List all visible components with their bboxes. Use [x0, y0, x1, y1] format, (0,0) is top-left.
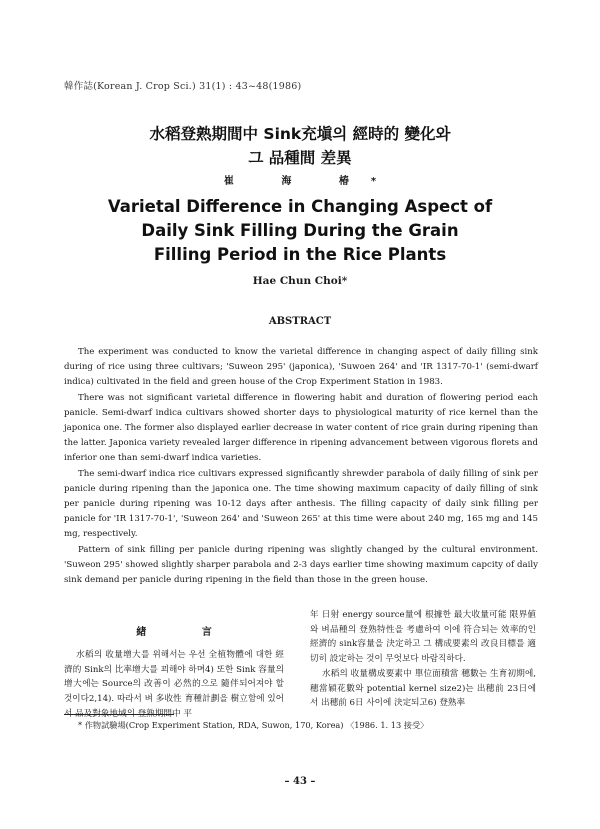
footnote: * 作物試驗場(Crop Experiment Station, RDA, Suwon, 170, Korea) 〈1986. 1. 13 接受〉: [78, 720, 429, 730]
intro-paragraph: 水稻의 收量構成要素中 單位面積當 穗數는 生育初期에, 穗當穎花數와 potential kernel size2)는 出穗前 23日에서 出穗前 6日 사이에 決定되고6) 登熟率: [310, 668, 536, 709]
intro-right-column: [310, 608, 536, 711]
intro-paragraph: 水稻의 收量增大를 위해서는 우선 全植物體에 대한 經濟的 Sink의 比率增大를 꾀해야 하며4) 또한 Sink 容量의 增大에는 Source의 改善이 必然的으로 隨伴되어져야 할 것이다2,14). 따라서 벼 多收性 育種計劃을 樹立함에 있어서 品及對象地域의 登熟期間中 平: [64, 650, 284, 719]
korean-title-line2: 그 品種間 差異: [248, 149, 352, 167]
intro-paragraph: 年 日射 energy source量에 根據한 最大收量可能 限界値와 벼品種의 登熟特性을 考慮하여 이에 符合되는 效率的인 經濟的 sink容量을 決定하고 그 構成要素의 改良目標를 適切히 設定하는 것이 무엇보다 바람직하다.: [310, 610, 536, 665]
english-title-line2: Daily Sink Filling During the Grain: [141, 221, 459, 240]
english-author: Hae Chun Choi*: [252, 275, 348, 287]
korean-author: 崔 海 椿*: [223, 176, 399, 187]
abstract-body: [64, 345, 538, 590]
english-title-line1: Varietal Difference in Changing Aspect of: [107, 197, 493, 216]
english-title-line3: Filling Period in the Rice Plants: [153, 245, 447, 264]
korean-title-line1: 水稻登熟期間中 Sink充塡의 經時的 變化와: [149, 125, 451, 143]
abstract-heading: ABSTRACT: [268, 316, 332, 327]
page-number: – 43 –: [284, 776, 316, 787]
intro-heading: 緖 言: [136, 627, 238, 638]
abstract-paragraph: There was not significant varietal difference in flowering habit and duration of flowering period each panicle. Semi-dwarf indica cultivars showed shorter days to physiological maturity of rice kernel than the japonica one. The former also displayed earlier decrease in water content of rice grain during ripening than the latter. Japonica variety revealed larger difference in ripening advancement between vigorous florets and inferior one than semi-dwarf indica varieties.: [64, 393, 538, 463]
footnote-rule: [64, 714, 174, 715]
intro-left-column: [64, 648, 284, 722]
abstract-paragraph: The experiment was conducted to know the varietal difference in changing aspect of daily filling sink during of rice using three cultivars; 'Suweon 295' (japonica), 'Suwoen 264' and 'IR 1317-70-1' (semi-dwarf indica) cultivated in the field and green house of the Crop Experiment Station in 1983.: [64, 347, 538, 387]
journal-citation: 韓作誌(Korean J. Crop Sci.) 31(1) : 43~48(1986): [64, 81, 302, 92]
abstract-paragraph: Pattern of sink filling per panicle during ripening was slightly changed by the cultural environment. 'Suweon 295' showed slightly sharper parabola and 2-3 days earlier time showing maximum capcity of daily sink demand per panicle during ripening in the field than those in the green house.: [64, 545, 538, 585]
abstract-paragraph: The semi-dwarf indica rice cultivars expressed significantly shrewder parabola of daily filling of sink per panicle during ripening than the japonica one. The time showing maximum capacity of daily filling of sink per panicle during ripening was 10-12 days after anthesis. The filling capacity of daily sink filling per panicle for 'IR 1317-70-1', 'Suweon 264' and 'Suweon 265' at this time were about 240 mg, 165 mg and 145 mg, respectively.: [64, 469, 538, 539]
